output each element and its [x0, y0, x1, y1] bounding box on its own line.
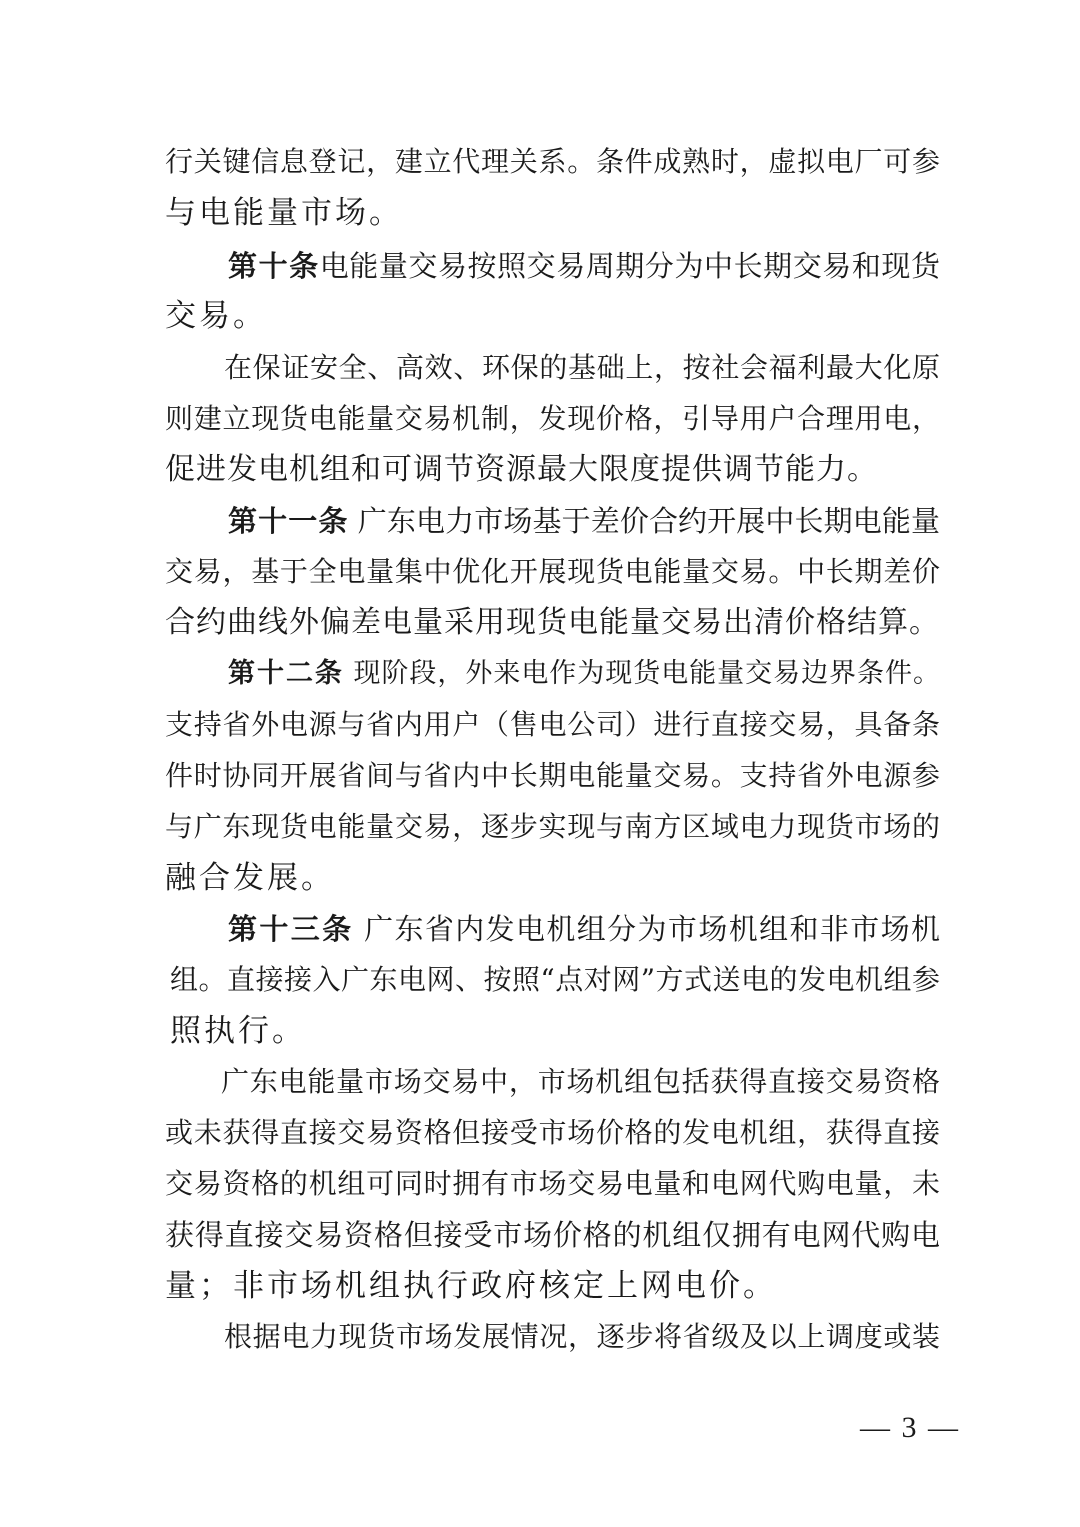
body-line: 广东电能量市场交易中，市场机组包括获得直接交易资格 — [221, 1065, 940, 1098]
body-line: 行关键信息登记，建立代理关系。条件成熟时，虚拟电厂可参 — [165, 145, 940, 178]
body-line: 则建立现货电能量交易机制，发现价格，引导用户合理用电， — [165, 402, 940, 435]
article-heading: 第十三条 — [228, 912, 354, 946]
article-10-line — [228, 238, 940, 294]
article-text: 现阶段，外来电作为现货电能量交易边界条件。 — [343, 658, 940, 689]
body-line: 或未获得直接交易资格但接受市场价格的发电机组，获得直接 — [165, 1116, 940, 1149]
body-line: 获得直接交易资格但接受市场价格的机组仅拥有电网代购电 — [165, 1218, 940, 1252]
body-line: 件时协同开展省间与省内中长期电能量交易。支持省外电源参 — [165, 759, 940, 792]
article-heading: 第十二条 — [228, 658, 344, 689]
body-line: 与广东现货电能量交易，逐步实现与南方区域电力现货市场的 — [165, 810, 940, 843]
article-heading: 第十条 — [228, 249, 320, 283]
article-text: 电能量交易按照交易周期分为中长期交易和现货 — [319, 249, 940, 283]
article-heading: 第十一条 — [228, 504, 349, 538]
body-line: 交易资格的机组可同时拥有市场交易电量和电网代购电量，未 — [165, 1167, 940, 1200]
body-line: 根据电力现货市场发展情况，逐步将省级及以上调度或装 — [224, 1320, 940, 1353]
page-number: — 3 — — [860, 1411, 960, 1444]
article-text: 广东电力市场基于差价合约开展中长期电能量 — [348, 504, 940, 538]
body-line: 支持省外电源与省内用户（售电公司）进行直接交易，具备条 — [165, 708, 940, 741]
body-line: 组。直接接入广东电网、按照“点对网”方式送电的发电机组参 — [170, 963, 940, 996]
article-text: 广东省内发电机组分为市场机组和非市场机 — [353, 912, 940, 946]
body-line: 合约曲线外偏差电量采用现货电能量交易出清价格结算。 — [165, 605, 940, 640]
body-line: 照执行。 — [170, 1013, 306, 1049]
body-line: 促进发电机组和可调节资源最大限度提供调节能力。 — [165, 452, 878, 487]
article-11-line — [228, 493, 940, 549]
body-line: 融合发展。 — [165, 860, 335, 896]
body-line: 交易。 — [165, 298, 267, 334]
body-line: 量；非市场机组执行政府核定上网电价。 — [165, 1268, 777, 1304]
article-13-line — [228, 901, 940, 957]
body-line: 与电能量市场。 — [165, 195, 403, 231]
body-line: 交易，基于全电量集中优化开展现货电能量交易。中长期差价 — [165, 555, 940, 588]
article-12-line — [228, 646, 940, 702]
body-line: 在保证安全、高效、环保的基础上，按社会福利最大化原 — [224, 351, 940, 384]
